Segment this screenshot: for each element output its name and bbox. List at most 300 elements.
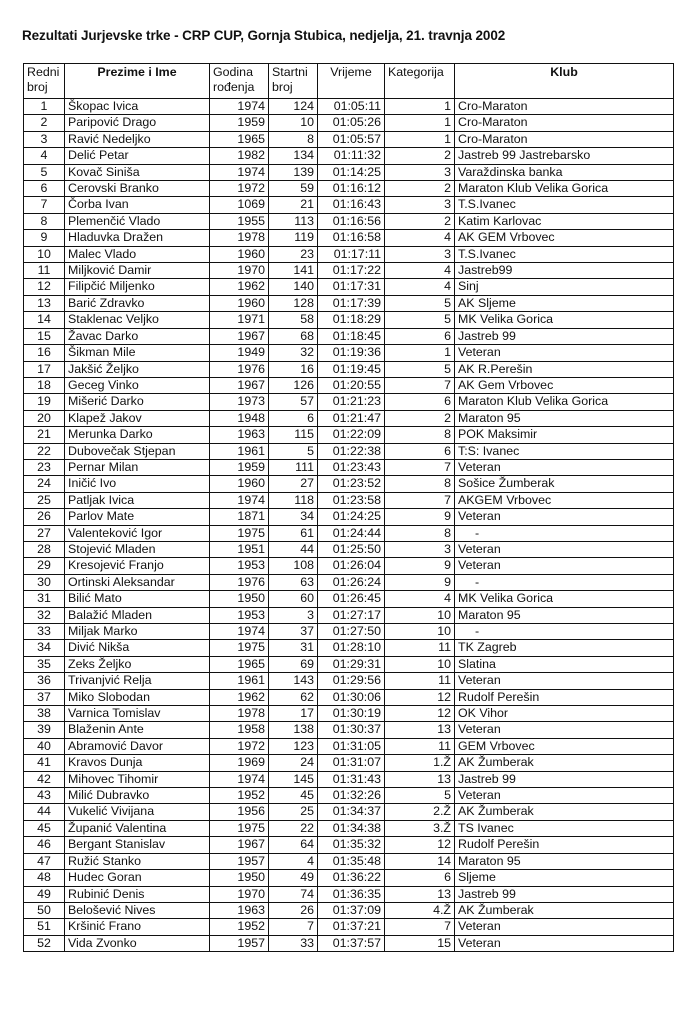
category-cell: 1 [385,131,455,147]
club-cell: Cro-Maraton [455,115,674,131]
name-cell: Miko Slobodan [65,689,210,705]
name-cell: Divić Nikša [65,640,210,656]
bib-number-cell: 31 [269,640,318,656]
category-cell: 7 [385,492,455,508]
table-row [24,263,674,279]
category-cell: 5 [385,361,455,377]
rank-cell: 1 [24,99,65,115]
table-row [24,427,674,443]
birth-year-cell: 1975 [210,640,269,656]
time-cell: 01:11:32 [318,148,385,164]
name-cell: Milić Dubravko [65,788,210,804]
category-cell: 7 [385,919,455,935]
time-cell: 01:16:56 [318,213,385,229]
rank-cell: 43 [24,788,65,804]
club-cell: Sošice Žumberak [455,476,674,492]
birth-year-cell: 1967 [210,837,269,853]
table-row [24,837,674,853]
bib-number-cell: 26 [269,902,318,918]
club-cell: Veteran [455,673,674,689]
birth-year-cell: 1976 [210,361,269,377]
bib-number-cell: 140 [269,279,318,295]
bib-number-cell: 111 [269,459,318,475]
birth-year-cell: 1974 [210,624,269,640]
club-cell: Jastreb 99 Jastrebarsko [455,148,674,164]
time-cell: 01:05:26 [318,115,385,131]
header-club: Klub [455,64,674,99]
club-cell: OK Vihor [455,706,674,722]
time-cell: 01:24:25 [318,509,385,525]
birth-year-cell: 1962 [210,689,269,705]
category-cell: 5 [385,312,455,328]
rank-cell: 10 [24,246,65,262]
name-cell: Barić Zdravko [65,295,210,311]
name-cell: Ortinski Aleksandar [65,574,210,590]
club-cell: Slatina [455,656,674,672]
club-cell: Sljeme [455,870,674,886]
bib-number-cell: 10 [269,115,318,131]
birth-year-cell: 1974 [210,771,269,787]
bib-number-cell: 74 [269,886,318,902]
table-row [24,706,674,722]
rank-cell: 24 [24,476,65,492]
birth-year-cell: 1960 [210,476,269,492]
bib-number-cell: 49 [269,870,318,886]
time-cell: 01:19:36 [318,345,385,361]
birth-year-cell: 1965 [210,656,269,672]
category-cell: 3 [385,246,455,262]
time-cell: 01:14:25 [318,164,385,180]
category-cell: 11 [385,738,455,754]
category-cell: 7 [385,377,455,393]
rank-cell: 2 [24,115,65,131]
club-cell: Veteran [455,788,674,804]
table-row [24,213,674,229]
category-cell: 5 [385,788,455,804]
rank-cell: 26 [24,509,65,525]
club-cell: - [455,574,674,590]
rank-cell: 34 [24,640,65,656]
club-cell: Jastreb 99 [455,886,674,902]
table-row [24,902,674,918]
category-cell: 4 [385,591,455,607]
birth-year-cell: 1963 [210,902,269,918]
time-cell: 01:26:45 [318,591,385,607]
table-row [24,361,674,377]
name-cell: Pernar Milan [65,459,210,475]
rank-cell: 5 [24,164,65,180]
birth-year-cell: 1959 [210,459,269,475]
table-row [24,919,674,935]
table-row [24,410,674,426]
rank-cell: 30 [24,574,65,590]
time-cell: 01:16:12 [318,181,385,197]
club-cell: T:S: Ivanec [455,443,674,459]
rank-cell: 4 [24,148,65,164]
name-cell: Kravos Dunja [65,755,210,771]
name-cell: Kovač Siniša [65,164,210,180]
name-cell: Zeks Željko [65,656,210,672]
birth-year-cell: 1967 [210,377,269,393]
club-cell: POK Maksimir [455,427,674,443]
table-row [24,394,674,410]
rank-cell: 37 [24,689,65,705]
name-cell: Paripović Drago [65,115,210,131]
category-cell: 1 [385,115,455,131]
time-cell: 01:36:22 [318,870,385,886]
header-rank: Redni broj [24,64,65,99]
club-cell: Maraton 95 [455,607,674,623]
document-title: Rezultati Jurjevske trke - CRP CUP, Gornja Stubica, nedjelja, 21. travnja 2002 [22,28,506,43]
time-cell: 01:30:19 [318,706,385,722]
birth-year-cell: 1871 [210,509,269,525]
time-cell: 01:18:29 [318,312,385,328]
bib-number-cell: 139 [269,164,318,180]
category-cell: 9 [385,509,455,525]
birth-year-cell: 1978 [210,706,269,722]
category-cell: 3 [385,164,455,180]
table-row [24,148,674,164]
name-cell: Ravić Nedeljko [65,131,210,147]
name-cell: Čorba Ivan [65,197,210,213]
bib-number-cell: 60 [269,591,318,607]
category-cell: 10 [385,656,455,672]
category-cell: 2 [385,181,455,197]
club-cell: Rudolf Perešin [455,837,674,853]
table-row [24,574,674,590]
bib-number-cell: 126 [269,377,318,393]
birth-year-cell: 1953 [210,607,269,623]
category-cell: 2 [385,410,455,426]
bib-number-cell: 4 [269,853,318,869]
rank-cell: 52 [24,935,65,951]
birth-year-cell: 1955 [210,213,269,229]
club-cell: T.S.Ivanec [455,197,674,213]
name-cell: Plemenčić Vlado [65,213,210,229]
bib-number-cell: 68 [269,328,318,344]
time-cell: 01:34:38 [318,820,385,836]
club-cell: Maraton 95 [455,853,674,869]
category-cell: 14 [385,853,455,869]
club-cell: - [455,525,674,541]
category-cell: 3 [385,541,455,557]
club-cell: TS Ivanec [455,820,674,836]
results-body [24,99,674,952]
header-category: Kategorija [385,64,455,99]
time-cell: 01:22:38 [318,443,385,459]
rank-cell: 51 [24,919,65,935]
time-cell: 01:30:06 [318,689,385,705]
birth-year-cell: 1959 [210,115,269,131]
name-cell: Abramović Davor [65,738,210,754]
table-row [24,164,674,180]
birth-year-cell: 1962 [210,279,269,295]
table-row [24,771,674,787]
birth-year-cell: 1974 [210,99,269,115]
club-cell: - [455,624,674,640]
bib-number-cell: 64 [269,837,318,853]
bib-number-cell: 37 [269,624,318,640]
name-cell: Varnica Tomislav [65,706,210,722]
category-cell: 6 [385,394,455,410]
rank-cell: 28 [24,541,65,557]
table-row [24,804,674,820]
rank-cell: 31 [24,591,65,607]
bib-number-cell: 7 [269,919,318,935]
club-cell: AK Žumberak [455,804,674,820]
bib-number-cell: 59 [269,181,318,197]
club-cell: Veteran [455,722,674,738]
time-cell: 01:16:58 [318,230,385,246]
time-cell: 01:23:43 [318,459,385,475]
name-cell: Kresojević Franjo [65,558,210,574]
rank-cell: 35 [24,656,65,672]
category-cell: 5 [385,295,455,311]
birth-year-cell: 1958 [210,722,269,738]
time-cell: 01:29:31 [318,656,385,672]
birth-year-cell: 1957 [210,853,269,869]
name-cell: Županić Valentina [65,820,210,836]
category-cell: 4 [385,230,455,246]
birth-year-cell: 1971 [210,312,269,328]
table-row [24,345,674,361]
club-cell: AK Gem Vrbovec [455,377,674,393]
bib-number-cell: 61 [269,525,318,541]
time-cell: 01:35:48 [318,853,385,869]
birth-year-cell: 1952 [210,788,269,804]
club-cell: Cro-Maraton [455,131,674,147]
rank-cell: 27 [24,525,65,541]
time-cell: 01:35:32 [318,837,385,853]
birth-year-cell: 1972 [210,181,269,197]
name-cell: Cerovski Branko [65,181,210,197]
table-row [24,115,674,131]
bib-number-cell: 128 [269,295,318,311]
table-row [24,230,674,246]
table-row [24,788,674,804]
time-cell: 01:19:45 [318,361,385,377]
birth-year-cell: 1961 [210,443,269,459]
category-cell: 1 [385,345,455,361]
rank-cell: 9 [24,230,65,246]
club-cell: MK Velika Gorica [455,312,674,328]
header-row [24,64,674,99]
club-cell: AKGEM Vrbovec [455,492,674,508]
rank-cell: 20 [24,410,65,426]
time-cell: 01:17:39 [318,295,385,311]
table-row [24,755,674,771]
name-cell: Rubinić Denis [65,886,210,902]
header-name: Prezime i Ime [65,64,210,99]
rank-cell: 22 [24,443,65,459]
club-cell: Veteran [455,459,674,475]
time-cell: 01:37:09 [318,902,385,918]
rank-cell: 48 [24,870,65,886]
name-cell: Parlov Mate [65,509,210,525]
club-cell: T.S.Ivanec [455,246,674,262]
club-cell: Maraton 95 [455,410,674,426]
name-cell: Dubovečak Stjepan [65,443,210,459]
category-cell: 13 [385,722,455,738]
time-cell: 01:18:45 [318,328,385,344]
bib-number-cell: 23 [269,246,318,262]
birth-year-cell: 1965 [210,131,269,147]
name-cell: Miljak Marko [65,624,210,640]
table-row [24,624,674,640]
name-cell: Kršinić Frano [65,919,210,935]
time-cell: 01:27:17 [318,607,385,623]
category-cell: 4 [385,279,455,295]
name-cell: Vukelić Vivijana [65,804,210,820]
time-cell: 01:37:21 [318,919,385,935]
header-time: Vrijeme [318,64,385,99]
table-row [24,328,674,344]
table-row [24,246,674,262]
name-cell: Žavac Darko [65,328,210,344]
birth-year-cell: 1982 [210,148,269,164]
table-row [24,640,674,656]
bib-number-cell: 3 [269,607,318,623]
time-cell: 01:23:52 [318,476,385,492]
name-cell: Mišerić Darko [65,394,210,410]
bib-number-cell: 5 [269,443,318,459]
category-cell: 11 [385,640,455,656]
name-cell: Patljak Ivica [65,492,210,508]
time-cell: 01:29:56 [318,673,385,689]
name-cell: Geceg Vinko [65,377,210,393]
name-cell: Merunka Darko [65,427,210,443]
bib-number-cell: 45 [269,788,318,804]
time-cell: 01:05:57 [318,131,385,147]
bib-number-cell: 118 [269,492,318,508]
category-cell: 10 [385,624,455,640]
birth-year-cell: 1970 [210,886,269,902]
rank-cell: 13 [24,295,65,311]
time-cell: 01:32:26 [318,788,385,804]
birth-year-cell: 1952 [210,919,269,935]
time-cell: 01:26:24 [318,574,385,590]
time-cell: 01:27:50 [318,624,385,640]
name-cell: Miljković Damir [65,263,210,279]
time-cell: 01:37:57 [318,935,385,951]
birth-year-cell: 1976 [210,574,269,590]
category-cell: 9 [385,558,455,574]
rank-cell: 44 [24,804,65,820]
table-row [24,689,674,705]
birth-year-cell: 1961 [210,673,269,689]
club-cell: MK Velika Gorica [455,591,674,607]
bib-number-cell: 113 [269,213,318,229]
birth-year-cell: 1963 [210,427,269,443]
name-cell: Bergant Stanislav [65,837,210,853]
bib-number-cell: 63 [269,574,318,590]
club-cell: Maraton Klub Velika Gorica [455,394,674,410]
name-cell: Šikman Mile [65,345,210,361]
birth-year-cell: 1950 [210,870,269,886]
category-cell: 8 [385,427,455,443]
results-table [23,63,674,952]
rank-cell: 45 [24,820,65,836]
name-cell: Delić Petar [65,148,210,164]
name-cell: Hudec Goran [65,870,210,886]
club-cell: Veteran [455,919,674,935]
bib-number-cell: 124 [269,99,318,115]
name-cell: Škopac Ivica [65,99,210,115]
club-cell: Varaždinska banka [455,164,674,180]
club-cell: TK Zagreb [455,640,674,656]
birth-year-cell: 1972 [210,738,269,754]
club-cell: Veteran [455,935,674,951]
bib-number-cell: 134 [269,148,318,164]
rank-cell: 42 [24,771,65,787]
time-cell: 01:23:58 [318,492,385,508]
time-cell: 01:34:37 [318,804,385,820]
table-row [24,312,674,328]
category-cell: 2.Ž [385,804,455,820]
club-cell: AK Žumberak [455,755,674,771]
name-cell: Mihovec Tihomir [65,771,210,787]
club-cell: Rudolf Perešin [455,689,674,705]
birth-year-cell: 1949 [210,345,269,361]
club-cell: Jastreb99 [455,263,674,279]
time-cell: 01:21:23 [318,394,385,410]
time-cell: 01:25:50 [318,541,385,557]
club-cell: Katim Karlovac [455,213,674,229]
bib-number-cell: 123 [269,738,318,754]
name-cell: Klapež Jakov [65,410,210,426]
name-cell: Hladuvka Dražen [65,230,210,246]
birth-year-cell: 1960 [210,295,269,311]
birth-year-cell: 1956 [210,804,269,820]
bib-number-cell: 34 [269,509,318,525]
table-row [24,853,674,869]
rank-cell: 50 [24,902,65,918]
table-row [24,492,674,508]
rank-cell: 39 [24,722,65,738]
time-cell: 01:17:11 [318,246,385,262]
category-cell: 13 [385,771,455,787]
bib-number-cell: 24 [269,755,318,771]
name-cell: Balažić Mladen [65,607,210,623]
rank-cell: 41 [24,755,65,771]
name-cell: Trivanjvić Relja [65,673,210,689]
bib-number-cell: 8 [269,131,318,147]
rank-cell: 14 [24,312,65,328]
bib-number-cell: 44 [269,541,318,557]
header-bib: Startni broj [269,64,318,99]
table-row [24,656,674,672]
bib-number-cell: 16 [269,361,318,377]
category-cell: 2 [385,213,455,229]
rank-cell: 8 [24,213,65,229]
name-cell: Filipčić Miljenko [65,279,210,295]
category-cell: 12 [385,706,455,722]
time-cell: 01:30:37 [318,722,385,738]
birth-year-cell: 1960 [210,246,269,262]
club-cell: AK R.Perešin [455,361,674,377]
bib-number-cell: 108 [269,558,318,574]
time-cell: 01:16:43 [318,197,385,213]
time-cell: 01:21:47 [318,410,385,426]
table-row [24,476,674,492]
category-cell: 9 [385,574,455,590]
birth-year-cell: 1970 [210,263,269,279]
rank-cell: 15 [24,328,65,344]
name-cell: Ružić Stanko [65,853,210,869]
table-row [24,591,674,607]
rank-cell: 11 [24,263,65,279]
rank-cell: 33 [24,624,65,640]
